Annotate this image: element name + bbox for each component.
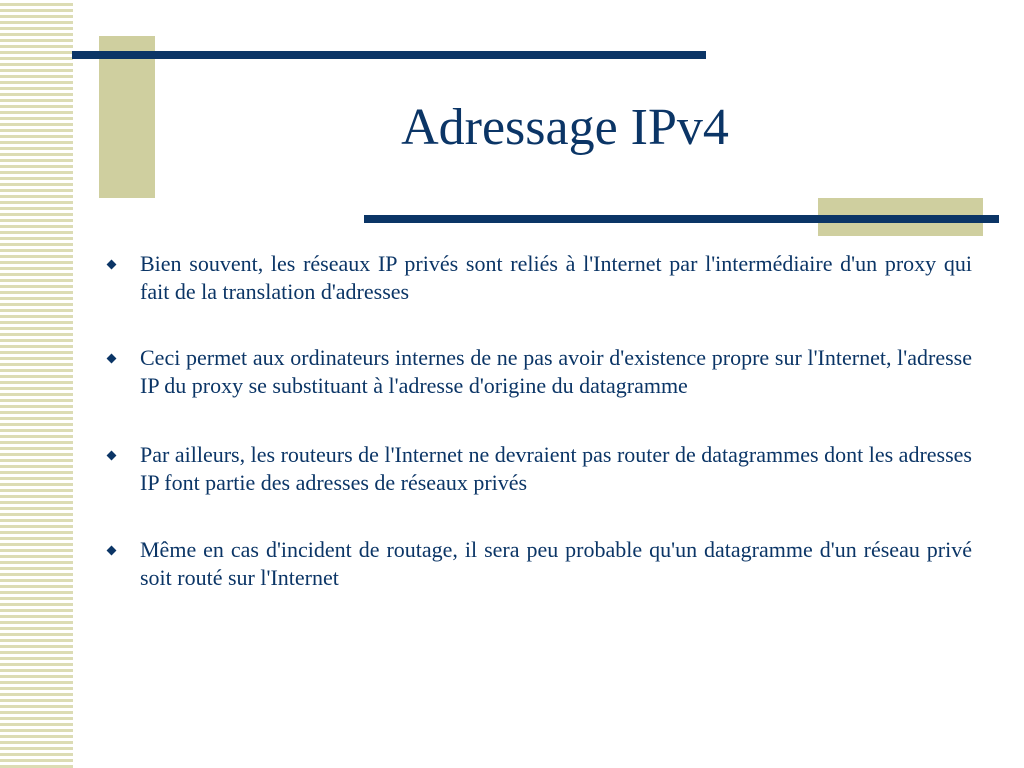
bullet-text: Par ailleurs, les routeurs de l'Internet ne devraient pas router de datagrammes dont les adresses IP font partie des adresses de réseaux privés <box>140 442 972 495</box>
diamond-bullet-icon <box>107 260 117 270</box>
bullet-list <box>100 250 972 630</box>
slide-title: Adressage IPv4 <box>401 99 729 156</box>
decorative-stripes <box>0 0 73 768</box>
diamond-bullet-icon <box>107 451 117 461</box>
bullet-text: Bien souvent, les réseaux IP privés sont reliés à l'Internet par l'intermédiaire d'un proxy qui fait de la translation d'adresses <box>140 251 972 304</box>
decorative-tan-block-top <box>99 36 155 198</box>
bullet-item <box>100 250 972 306</box>
bullet-text: Même en cas d'incident de routage, il sera peu probable qu'un datagramme d'un réseau privé soit routé sur l'Internet <box>140 537 972 590</box>
diamond-bullet-icon <box>107 546 117 556</box>
bullet-item <box>100 441 972 497</box>
decorative-navy-bar-bottom <box>364 215 999 223</box>
decorative-navy-bar-top <box>72 51 706 59</box>
bullet-item <box>100 344 972 400</box>
bullet-text: Ceci permet aux ordinateurs internes de ne pas avoir d'existence propre sur l'Internet, l'adresse IP du proxy se substituant à l'adresse d'origine du datagramme <box>140 345 972 398</box>
diamond-bullet-icon <box>107 354 117 364</box>
bullet-item <box>100 536 972 592</box>
